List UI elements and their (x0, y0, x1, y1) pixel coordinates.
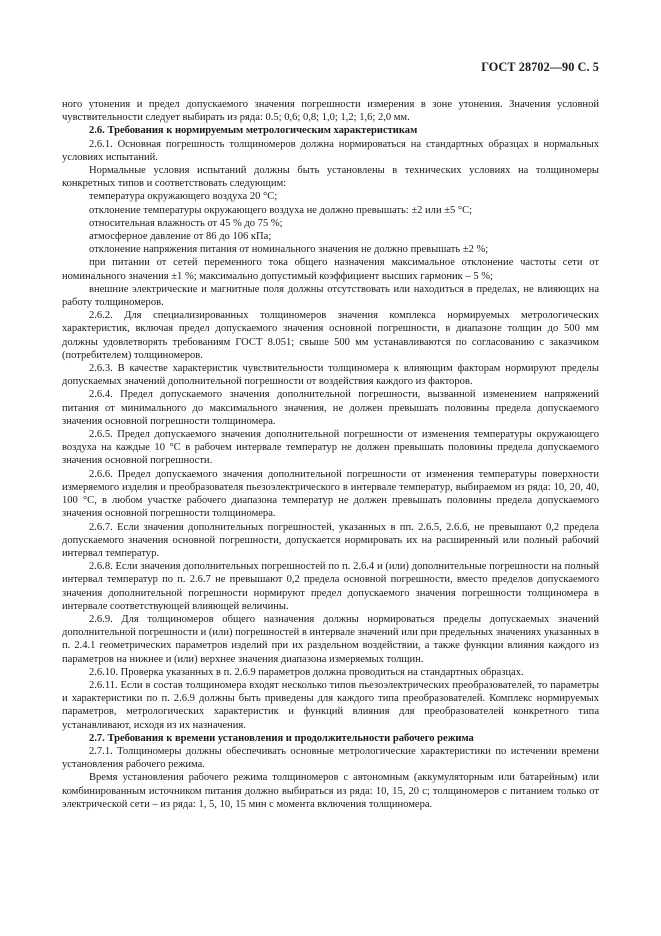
paragraph: 2.6.11. Если в состав толщиномера входят несколько типов пьезоэлектрических преобразователей, то параметры и характеристики по п. 2.6.9 должны быть приведены для каждого типа преобразователей. Комплекс нормируемых параметров, метрологических характеристик и функций влияния для преобразователей конкретного типа устанавливают, исходя из их назначения. (62, 679, 599, 731)
paragraph: ного утонения и предел допускаемого значения погрешности измерения в зоне утонения. Значения условной чувствительности следует выбирать из ряда: 0.5; 0,6; 0,8; 1,0; 1,2; 1,6; 2,0 мм. (62, 99, 599, 124)
section-heading: 2.7. Требования к времени установления и продолжительности рабочего режима (89, 732, 474, 744)
paragraph: 2.6.7. Если значения дополнительных погрешностей, указанных в пп. 2.6.5, 2.6.6, не превышают 0,2 предела допускаемого значения основной погрешности, допускается нормировать их на расширенный или полный рабочий интервал температур. (62, 521, 599, 559)
paragraph: 2.7.1. Толщиномеры должны обеспечивать основные метрологические характеристики по истечении времени установления рабочего режима. (62, 745, 599, 771)
paragraph: отклонение напряжения питания от номинального значения не должно превышать ±2 %; (89, 244, 489, 256)
paragraph: 2.6.10. Проверка указанных в п. 2.6.9 параметров должна проводиться на стандартных образцах. (89, 666, 524, 678)
document-body (62, 98, 599, 811)
paragraph: Нормальные условия испытаний должны быть установлены в технических условиях на толщиномеры конкретных типов и соответствовать следующим: (62, 165, 599, 190)
paragraph: отклонение температуры окружающего воздуха не должно превышать: ±2 или ±5 °С; (89, 204, 473, 216)
paragraph: внешние электрические и магнитные поля должны отсутствовать или находиться в пределах, не влияющих на работу толщиномеров. (62, 283, 599, 309)
paragraph: 2.6.3. В качестве характеристик чувствительности толщиномера к влияющим факторам нормируют пределы допускаемых значений дополнительной погрешности от воздействия каждого из факторов. (62, 363, 599, 388)
paragraph: 2.6.4. Предел допускаемого значения дополнительной погрешности, вызванной изменением напряжений питания от минимального до максимального значения, не должен превышать половины предела допускаемого значения основной погрешности толщиномера. (62, 389, 599, 427)
paragraph: температура окружающего воздуха 20 °С; (89, 191, 278, 203)
paragraph: Время установления рабочего режима толщиномеров с автономным (аккумуляторным или батарейным) или комбинированным источником питания должно выбираться из ряда: 10, 15, 20 с; толщиномеров с питанием только от электрической сети – из ряда: 1, 5, 10, 15 мин с момента включения толщиномера. (62, 772, 599, 810)
paragraph: 2.6.1. Основная погрешность толщиномеров должна нормироваться на стандартных образцах в нормальных условиях испытаний. (62, 138, 599, 163)
page-header: ГОСТ 28702—90 С. 5 (481, 60, 599, 74)
paragraph: атмосферное давление от 86 до 106 кПа; (89, 231, 272, 243)
paragraph: 2.6.9. Для толщиномеров общего назначения должны нормироваться пределы допускаемых значений дополнительной погрешности и (или) погрешностей в интервале значений или при предельных значениях указанных в п. 2.4.1 геометрических параметров изделий при их раздельном воздействии, а также функции влияния каждого из параметров на нижнее и (или) верхнее значения диапазона измеряемых толщин. (62, 613, 599, 665)
paragraph: при питании от сетей переменного тока общего назначения максимальное отклонение частоты сети от номинального значения ±1 %; максимально допустимый коэффициент высших гармоник – 5 %; (62, 257, 599, 282)
section-heading: 2.6. Требования к нормируемым метрологическим характеристикам (89, 125, 418, 137)
paragraph: относительная влажность от 45 % до 75 %; (89, 217, 283, 229)
paragraph: 2.6.8. Если значения дополнительных погрешностей по п. 2.6.4 и (или) дополнительные погрешности на полный интервал температур по п. 2.6.7 не превышают 0,2 предела основной погрешности, вместо пределов допускаемого значения дополнительной погрешности нормируют предел допускаемого значения погрешности толщиномера в интервале соответствующей влияющей величины. (62, 561, 599, 612)
paragraph: 2.6.5. Предел допускаемого значения дополнительной погрешности от изменения температуры окружающего воздуха на каждые 10 °С в рабочем интервале температур не должен превышать половины предела допускаемого значения основной погрешности. (62, 429, 599, 467)
paragraph: 2.6.6. Предел допускаемого значения дополнительной погрешности от изменения температуры поверхности измеряемого изделия и преобразователя пьезоэлектрического в интервале температур, выбираемом из ряда: 10, 20, 40, 100 °С, в любом участке рабочего диапазона температур не должен превышать половины предела допускаемого значения основной погрешности толщиномера. (62, 468, 599, 520)
paragraph: 2.6.2. Для специализированных толщиномеров значения комплекса нормируемых метрологических характеристик, включая предел допускаемого значения основной погрешности, в диапазоне толщин до 500 мм должны удовлетворять требованиям ГОСТ 8.051; свыше 500 мм устанавливаются по согласованию с заказчиком (потребителем) толщиномеров. (62, 310, 599, 361)
